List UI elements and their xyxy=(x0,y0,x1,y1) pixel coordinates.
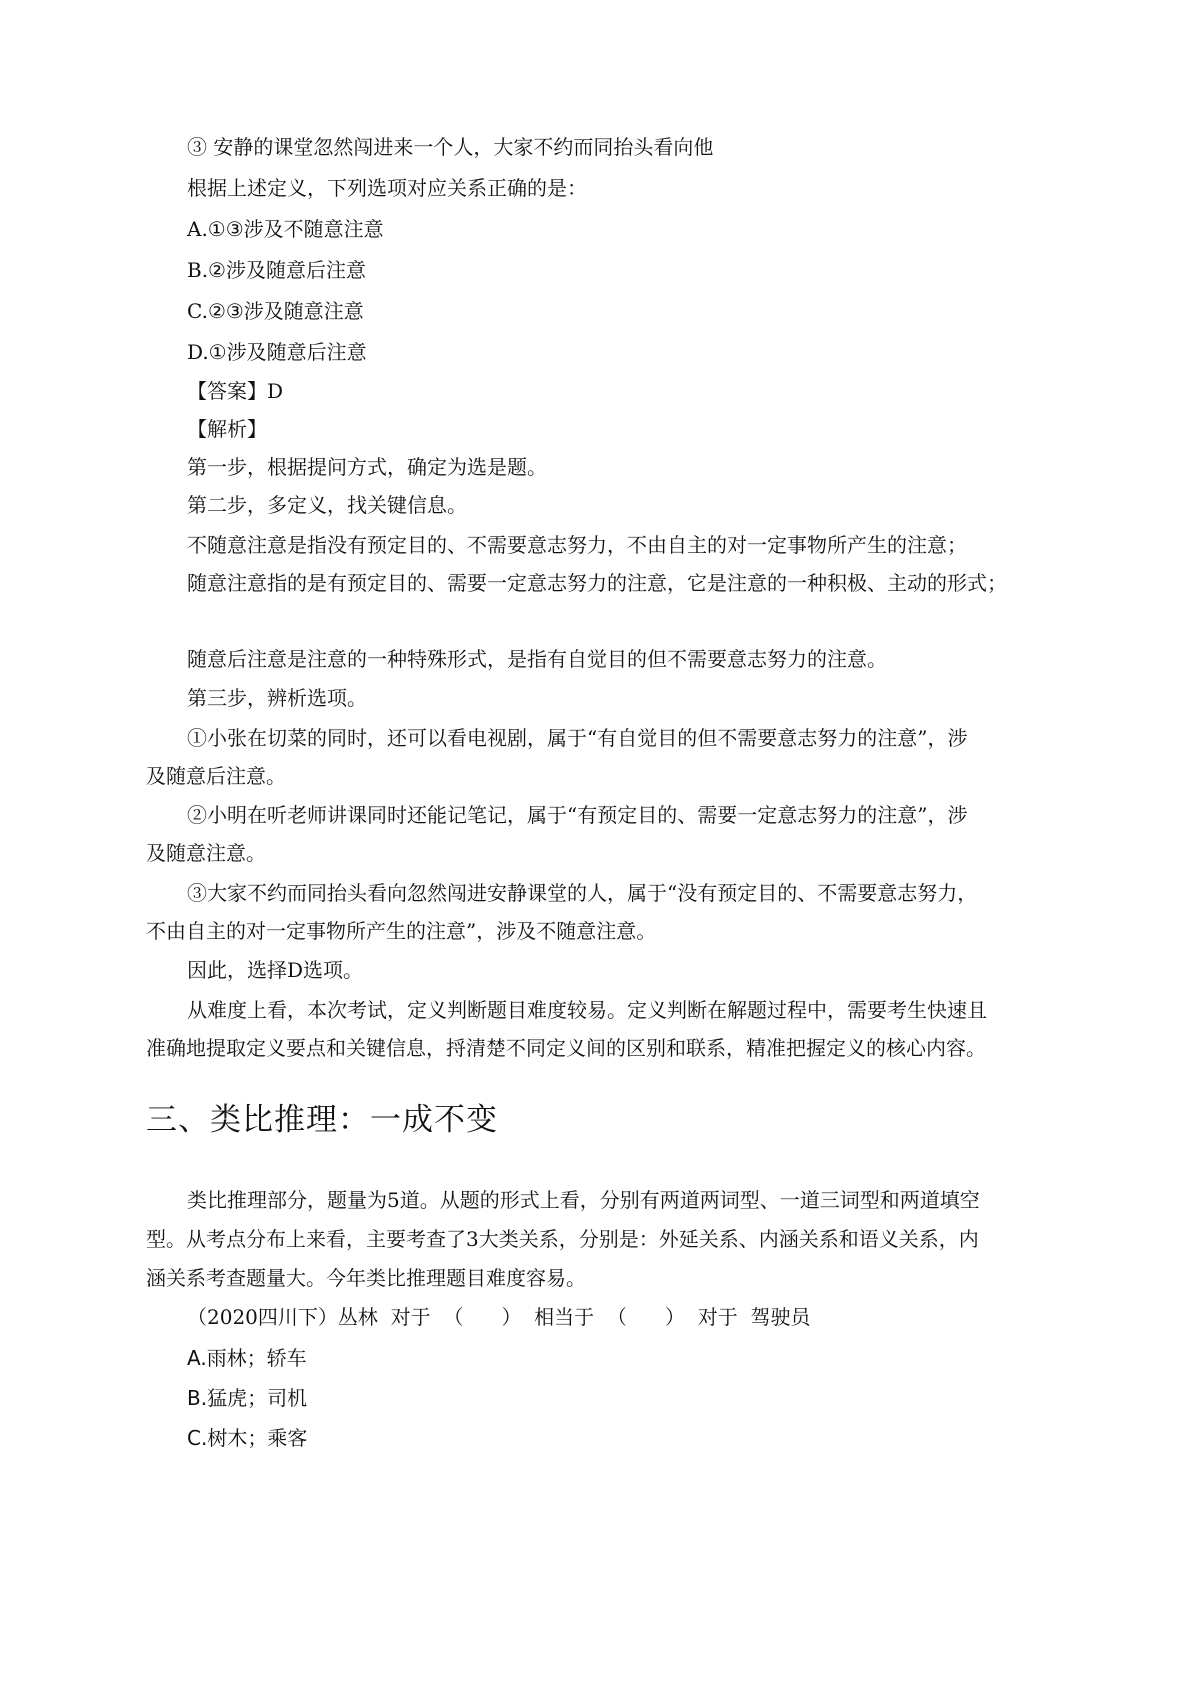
definition-1: 不随意注意是指没有预定目的、不需要意志努力，不由自主的对一定事物所产生的注意； xyxy=(187,533,967,557)
intro-line-1: 类比推理部分，题量为5道。从题的形式上看，分别有两道两词型、一道三词型和两道填空 xyxy=(187,1188,980,1212)
analysis-1-line-1: ①小张在切菜的同时，还可以看电视剧，属于“有自觉目的但不需要意志努力的注意”，涉 xyxy=(187,726,968,750)
answer-line: 【答案】D xyxy=(187,379,284,403)
option-d: D.①涉及随意后注意 xyxy=(187,340,367,364)
summary-line-1: 从难度上看，本次考试，定义判断题目难度较易。定义判断在解题过程中，需要考生快速且 xyxy=(187,998,987,1022)
section-heading: 三、类比推理：一成不变 xyxy=(146,1102,498,1138)
analysis-label: 【解析】 xyxy=(187,417,267,441)
summary-line-2: 准确地提取定义要点和关键信息，捋清楚不同定义间的区别和联系，精准把握定义的核心内容。 xyxy=(146,1036,986,1060)
definition-3: 随意后注意是注意的一种特殊形式，是指有自觉目的但不需要意志努力的注意。 xyxy=(187,647,887,671)
intro-line-2: 型。从考点分布上来看，主要考查了3大类关系，分别是：外延关系、内涵关系和语义关系，内 xyxy=(146,1227,979,1251)
analysis-3-line-1: ③大家不约而同抬头看向忽然闯进安静课堂的人，属于“没有预定目的、不需要意志努力， xyxy=(187,881,978,905)
analysis-2-line-1: ②小明在听老师讲课同时还能记笔记，属于“有预定目的、需要一定意志努力的注意”，涉 xyxy=(187,803,968,827)
option-a: A.①③涉及不随意注意 xyxy=(187,217,384,241)
conclusion: 因此，选择D选项。 xyxy=(187,958,364,982)
definition-2: 随意注意指的是有预定目的、需要一定意志努力的注意，它是注意的一种积极、主动的形式； xyxy=(187,571,1007,595)
analogy-option-c: C.树木；乘客 xyxy=(187,1426,308,1450)
question-prompt: 根据上述定义，下列选项对应关系正确的是： xyxy=(187,176,587,200)
step-2: 第二步，多定义，找关键信息。 xyxy=(187,493,467,517)
analysis-3-line-2: 不由自主的对一定事物所产生的注意”，涉及不随意注意。 xyxy=(146,919,657,943)
step-1: 第一步，根据提问方式，确定为选是题。 xyxy=(187,455,547,479)
option-b: B.②涉及随意后注意 xyxy=(187,258,366,282)
option-c: C.②③涉及随意注意 xyxy=(187,299,364,323)
analogy-question: （2020四川下）丛林 对于 （ ） 相当于 （ ） 对于 驾驶员 xyxy=(187,1305,811,1329)
intro-line-3: 涵关系考查题量大。今年类比推理题目难度容易。 xyxy=(146,1266,586,1290)
analogy-option-a: A.雨林；轿车 xyxy=(187,1346,307,1370)
analogy-option-b: B.猛虎；司机 xyxy=(187,1386,308,1410)
analysis-2-line-2: 及随意注意。 xyxy=(146,841,266,865)
step-3: 第三步，辨析选项。 xyxy=(187,686,367,710)
analysis-1-line-2: 及随意后注意。 xyxy=(146,764,286,788)
statement-3: ③ 安静的课堂忽然闯进来一个人，大家不约而同抬头看向他 xyxy=(187,135,714,159)
